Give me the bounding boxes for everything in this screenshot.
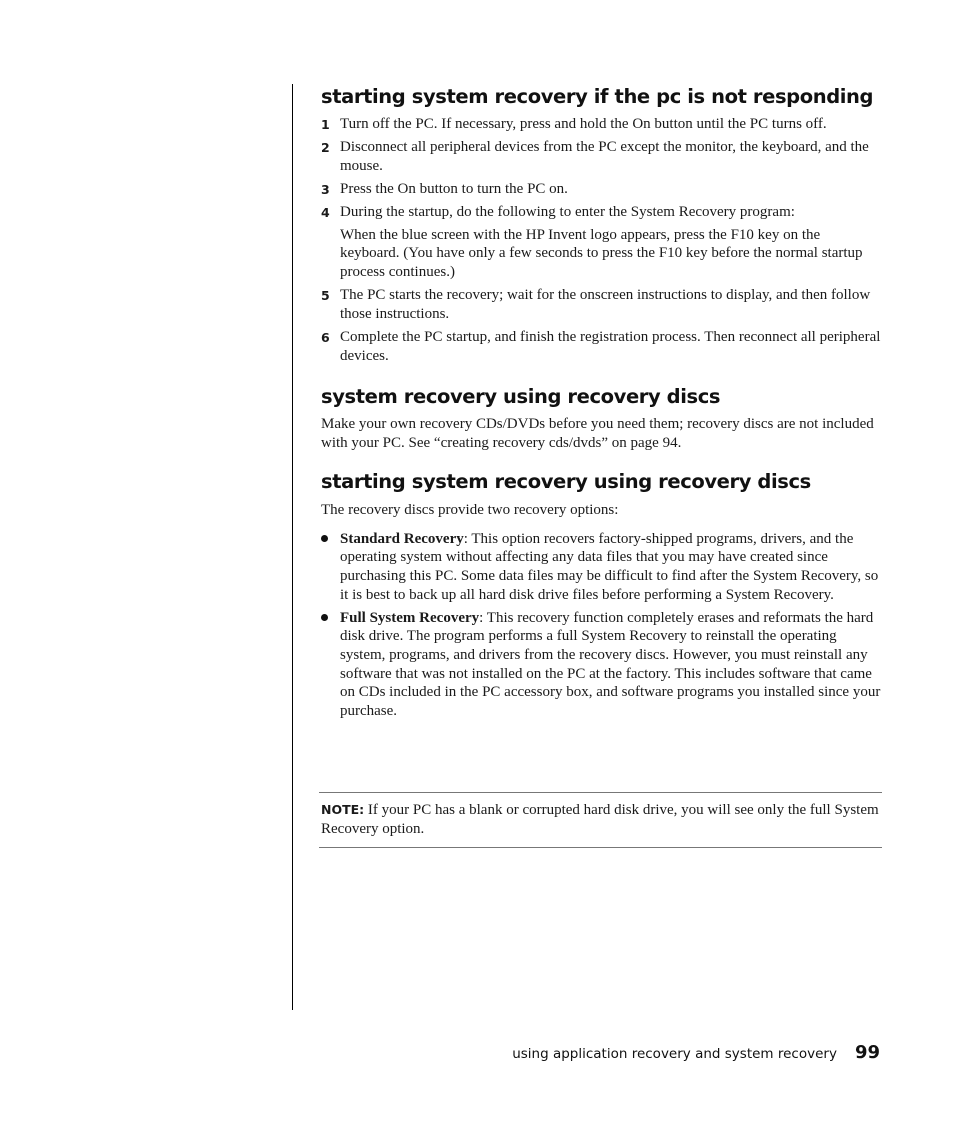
page-footer (512, 1042, 880, 1063)
step-text: Disconnect all peripheral devices from the PC except the monitor, the keyboard, and the mouse. (340, 139, 869, 174)
note-text: If your PC has a blank or corrupted hard disk drive, you will see only the full System Recovery option. (321, 802, 879, 837)
recovery-options-intro: The recovery discs provide two recovery options: (321, 502, 619, 519)
note-paragraph (321, 801, 879, 838)
recovery-options-list (321, 530, 881, 721)
step-subparagraph: When the blue screen with the HP Invent logo appears, press the F10 key on the keyboard. (You have only a few seconds to press the F10 key before the normal startup process continues.) (340, 226, 863, 280)
bullet-item-standard-recovery (321, 530, 881, 604)
heading-recovery-discs: system recovery using recovery discs (321, 385, 721, 409)
step-item (321, 328, 881, 365)
note-box (319, 792, 882, 848)
step-text: The PC starts the recovery; wait for the onscreen instructions to display, and then follow those instructions. (340, 287, 871, 322)
step-number: 2 (321, 140, 330, 156)
page-number: 99 (854, 1042, 880, 1063)
step-number: 1 (321, 117, 330, 132)
margin-rule (292, 84, 293, 1010)
step-text: Press the On button to turn the PC on. (340, 180, 568, 197)
step-text: During the startup, do the following to enter the System Recovery program: (340, 204, 795, 221)
step-number: 4 (321, 205, 330, 221)
note-label: NOTE: (321, 802, 365, 817)
bullet-icon (321, 535, 328, 542)
step-item (321, 138, 881, 175)
option-term: Full System Recovery (340, 609, 480, 626)
heading-not-responding: starting system recovery if the pc is not responding (321, 85, 874, 108)
page-content (321, 85, 881, 725)
recovery-steps-list (321, 115, 881, 365)
step-item (321, 203, 881, 281)
step-number: 6 (321, 329, 330, 345)
heading-starting-recovery-discs: starting system recovery using recovery discs (321, 470, 811, 494)
step-item (321, 180, 881, 199)
recovery-discs-paragraph: Make your own recovery CDs/DVDs before you need them; recovery discs are not included with your PC. See “creating recovery cds/dvds” on page 94. (321, 416, 874, 451)
step-item (321, 115, 881, 134)
bullet-icon (321, 614, 328, 621)
option-description: : This option recovers factory-shipped programs, drivers, and the operating system without affecting any data files that you may have created since purchasing this PC. Some data files may be difficult to find after the System Recovery, so it is best to back up all hard disk drive files before performing a System Recovery. (340, 530, 879, 603)
footer-chapter-title: using application recovery and system recovery (512, 1046, 837, 1062)
option-description: : This recovery function completely erases and reformats the hard disk drive. The program performs a full System Recovery to reinstall the operating system, programs, and drivers from the recovery discs. However, you must reinstall any software that was not installed on the PC at the factory. This includes software that came on CDs included in the PC accessory box, and software programs you installed since your purchase. (340, 609, 881, 719)
bullet-item-full-system-recovery (321, 609, 881, 721)
option-term: Standard Recovery (340, 530, 464, 547)
step-text: Complete the PC startup, and finish the registration process. Then reconnect all peripheral devices. (340, 328, 881, 364)
step-item (321, 286, 881, 323)
step-number: 5 (321, 288, 330, 304)
step-number: 3 (321, 181, 330, 197)
step-text: Turn off the PC. If necessary, press and hold the On button until the PC turns off. (340, 116, 827, 132)
